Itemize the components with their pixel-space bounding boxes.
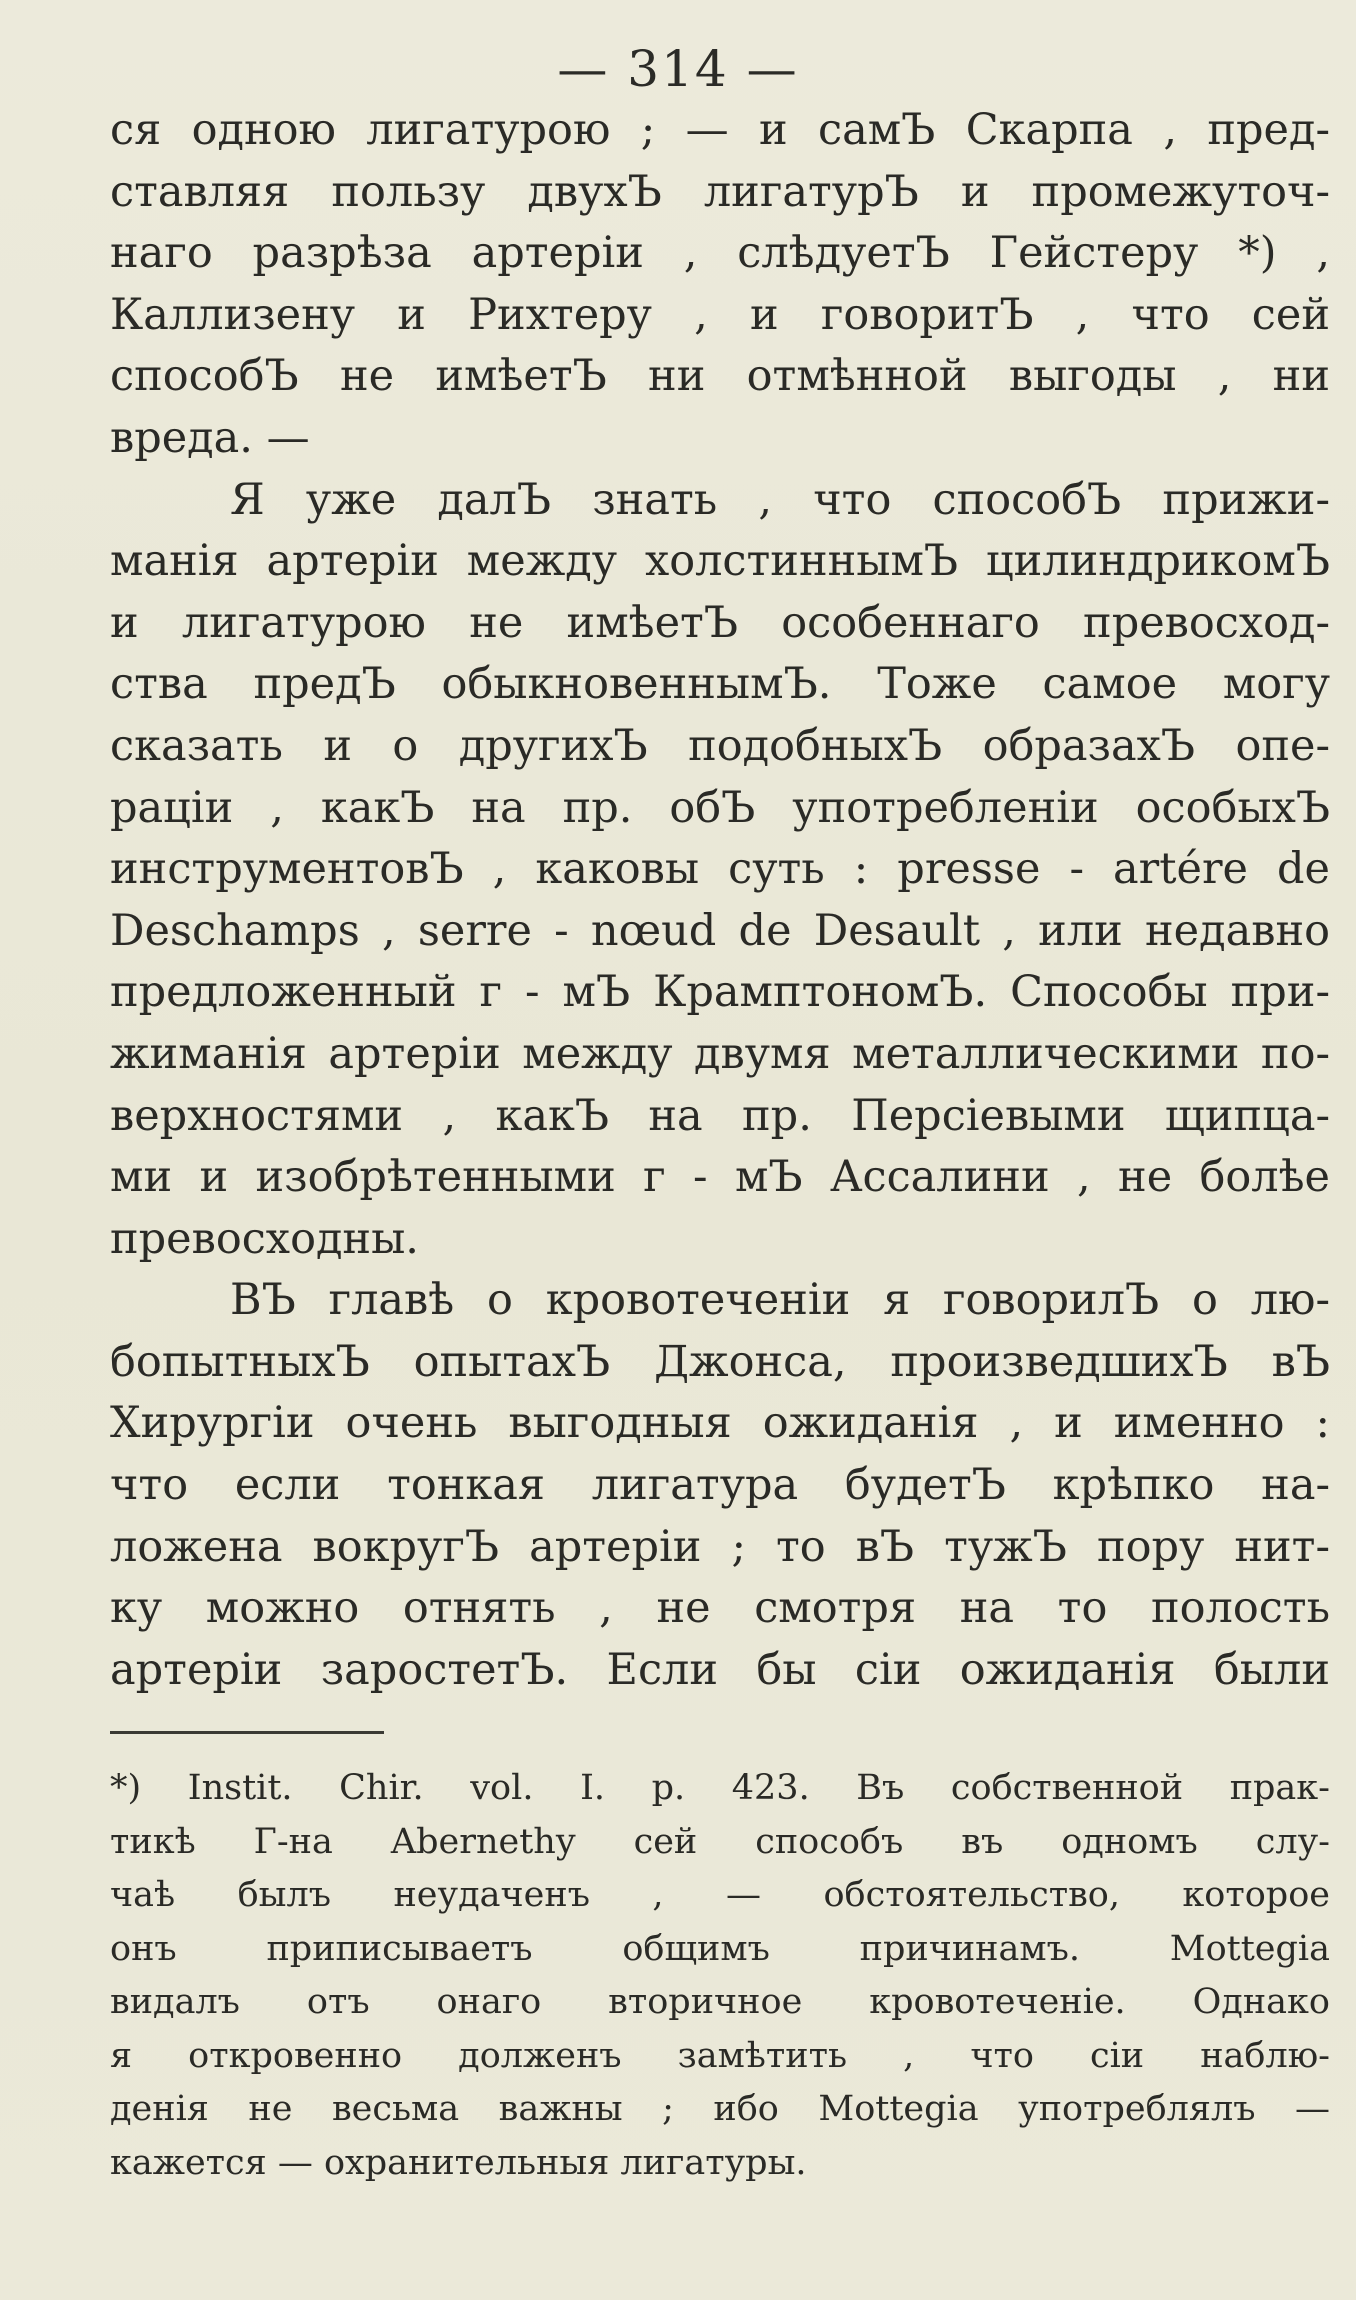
text-line: Хирургіи очень выгодныя ожиданія , и именно : (110, 1398, 1330, 1449)
paragraph-start-line: Я уже далЪ знать , что способЪ прижи- (230, 474, 1330, 525)
text-line: бопытныхЪ опытахЪ Джонса, произведшихЪ вЪ (110, 1336, 1330, 1387)
text-line: превосходны. (110, 1213, 419, 1264)
footnote-line: видалъ отъ онаго вторичное кровотеченіе. Однако (110, 1982, 1330, 2022)
text-line: манія артеріи между холстиннымЪ цилиндрикомЪ (110, 536, 1330, 587)
footnote-line: онъ приписываетъ общимъ причинамъ. Mottegia (110, 1928, 1330, 1969)
footnote-line: *) Instit. Chir. vol. I. p. 423. Въ собственной прак- (110, 1768, 1330, 1808)
text-line: ложена вокругЪ артеріи ; то вЪ тужЪ пору нит- (110, 1521, 1330, 1572)
text-line: Каллизену и Рихтеру , и говоритЪ , что сей (110, 289, 1330, 340)
footnote (110, 1762, 1330, 2190)
text-line: способЪ не имѣетЪ ни отмѣнной выгоды , ни (110, 351, 1330, 402)
text-line: ставляя пользу двухЪ лигатурЪ и промежуточ- (110, 166, 1330, 217)
page-number: — 314 — (557, 40, 799, 98)
footnote-divider (110, 1731, 384, 1734)
text-line: что если тонкая лигатура будетЪ крѣпко на- (110, 1460, 1330, 1511)
text-line: и лигатурою не имѣетЪ особеннаго превосход- (110, 597, 1330, 648)
text-line: ства предЪ обыкновеннымЪ. Тоже самое могу (110, 659, 1330, 710)
text-line: раціи , какЪ на пр. обЪ употребленіи особыхЪ (110, 782, 1330, 833)
text-line: верхностями , какЪ на пр. Персіевыми щипца- (110, 1090, 1330, 1141)
text-line: наго разрѣза артеріи , слѣдуетЪ Гейстеру *) , (110, 228, 1330, 279)
footnote-line: кажется — охранительныя лигатуры. (110, 2142, 807, 2183)
text-line: вреда. — (110, 412, 310, 463)
text-line: ся одною лигатурою ; — и самЪ Скарпа , пред- (110, 105, 1330, 155)
text-line: предложенный г - мЪ КрамптономЪ. Способы при- (110, 967, 1330, 1018)
footnote-line: тикѣ Г-на Abernethy сей способъ въ одномъ слу- (110, 1821, 1330, 1862)
text-line: артеріи заростетЪ. Если бы сіи ожиданія были (110, 1644, 1330, 1695)
text-line: Deschamps , serre - nœud de Desault , или недавно (110, 905, 1330, 956)
footnote-line: чаѣ былъ неудаченъ , — обстоятельство, которое (110, 1875, 1330, 1915)
text-line: жиманія артеріи между двумя металлическими по- (110, 1028, 1330, 1079)
paragraph-start-line: ВЪ главѣ о кровотеченіи я говорилЪ о лю- (230, 1275, 1330, 1326)
text-line: сказать и о другихЪ подобныхЪ образахЪ опе- (110, 720, 1330, 771)
text-line: ку можно отнять , не смотря на то полость (110, 1583, 1330, 1634)
footnote-line: денія не весьма важны ; ибо Mottegia употреблялъ — (110, 2089, 1330, 2129)
text-line: инструментовЪ , каковы суть : presse - artére de (110, 844, 1330, 895)
footnote-line: я откровенно долженъ замѣтить , что сіи наблю- (110, 2035, 1330, 2076)
text-line: ми и изобрѣтенными г - мЪ Ассалини , не болѣе (110, 1152, 1330, 1203)
main-text (110, 100, 1330, 1701)
